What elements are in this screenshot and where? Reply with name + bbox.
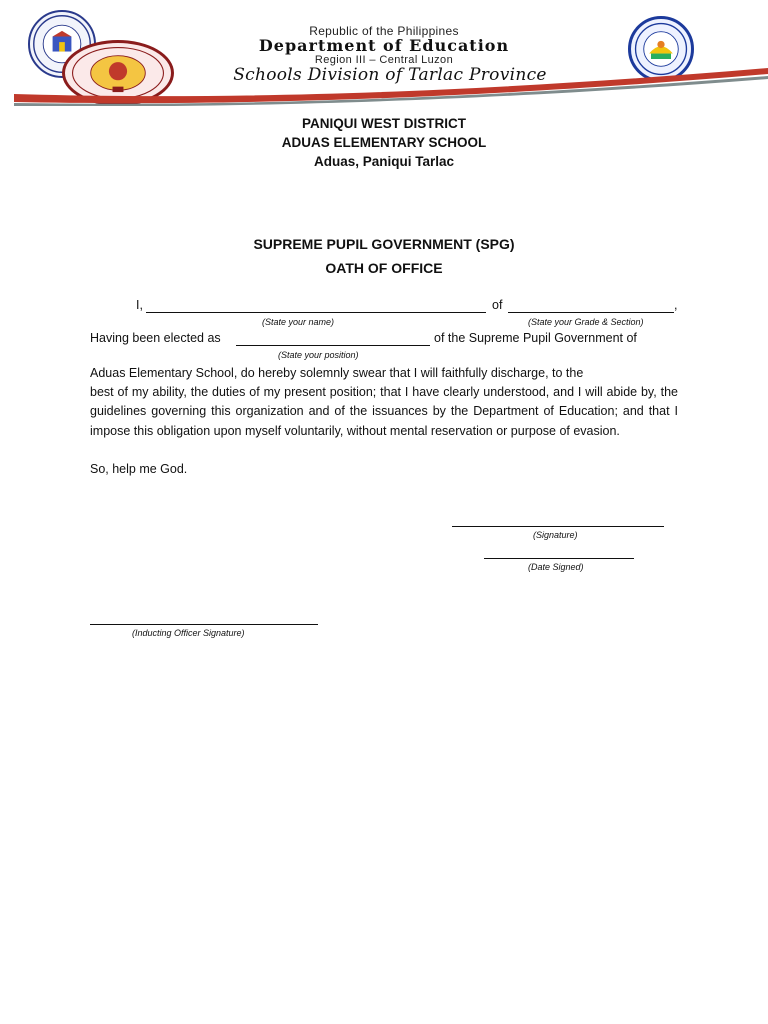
school-address: Aduas, Paniqui Tarlac [313, 154, 455, 169]
header-division: Schools Division of Tarlac Province [233, 65, 547, 85]
district-name: PANIQUI WEST DISTRICT [302, 116, 466, 131]
oath-body: best of my ability, the duties of my present position; that I have clearly understood, and I will abide by, the guidelines governing this organization and of the issuances by the Department of Education; and that I impose this obligation upon myself voluntarily, without mental reservation or purpose of evasion. [90, 385, 678, 438]
position-blank[interactable] [236, 345, 430, 346]
name-hint: (State your name) [262, 317, 335, 327]
elected-prefix: Having been elected as [90, 331, 221, 345]
grade-section-hint: (State your Grade & Section) [528, 317, 644, 327]
inducting-officer-line[interactable] [90, 624, 318, 625]
grade-section-blank[interactable] [508, 312, 674, 313]
position-hint: (State your position) [278, 350, 359, 360]
inducting-officer-hint: (Inducting Officer Signature) [132, 628, 245, 638]
signature-hint: (Signature) [533, 530, 578, 540]
header-region: Region III – Central Luzon [314, 54, 454, 66]
oath-line-1: Aduas Elementary School, do hereby solemnly swear that I will faithfully discharge, to the [90, 366, 584, 380]
oath-comma: , [674, 298, 678, 312]
header-department: Department of Education [258, 36, 510, 55]
oath-i-prefix: I, [136, 298, 143, 312]
signature-line[interactable] [452, 526, 664, 527]
school-name: ADUAS ELEMENTARY SCHOOL [281, 135, 487, 150]
date-signed-hint: (Date Signed) [528, 562, 584, 572]
header-republic: Republic of the Philippines [309, 24, 459, 38]
date-signed-line[interactable] [484, 558, 634, 559]
oath-of-text: of [492, 298, 503, 312]
elected-suffix: of the Supreme Pupil Government of [434, 331, 637, 345]
document-title: SUPREME PUPIL GOVERNMENT (SPG) [253, 236, 515, 252]
oath-closing: So, help me God. [90, 462, 188, 476]
document-subtitle: OATH OF OFFICE [325, 260, 443, 276]
name-blank[interactable] [146, 312, 486, 313]
